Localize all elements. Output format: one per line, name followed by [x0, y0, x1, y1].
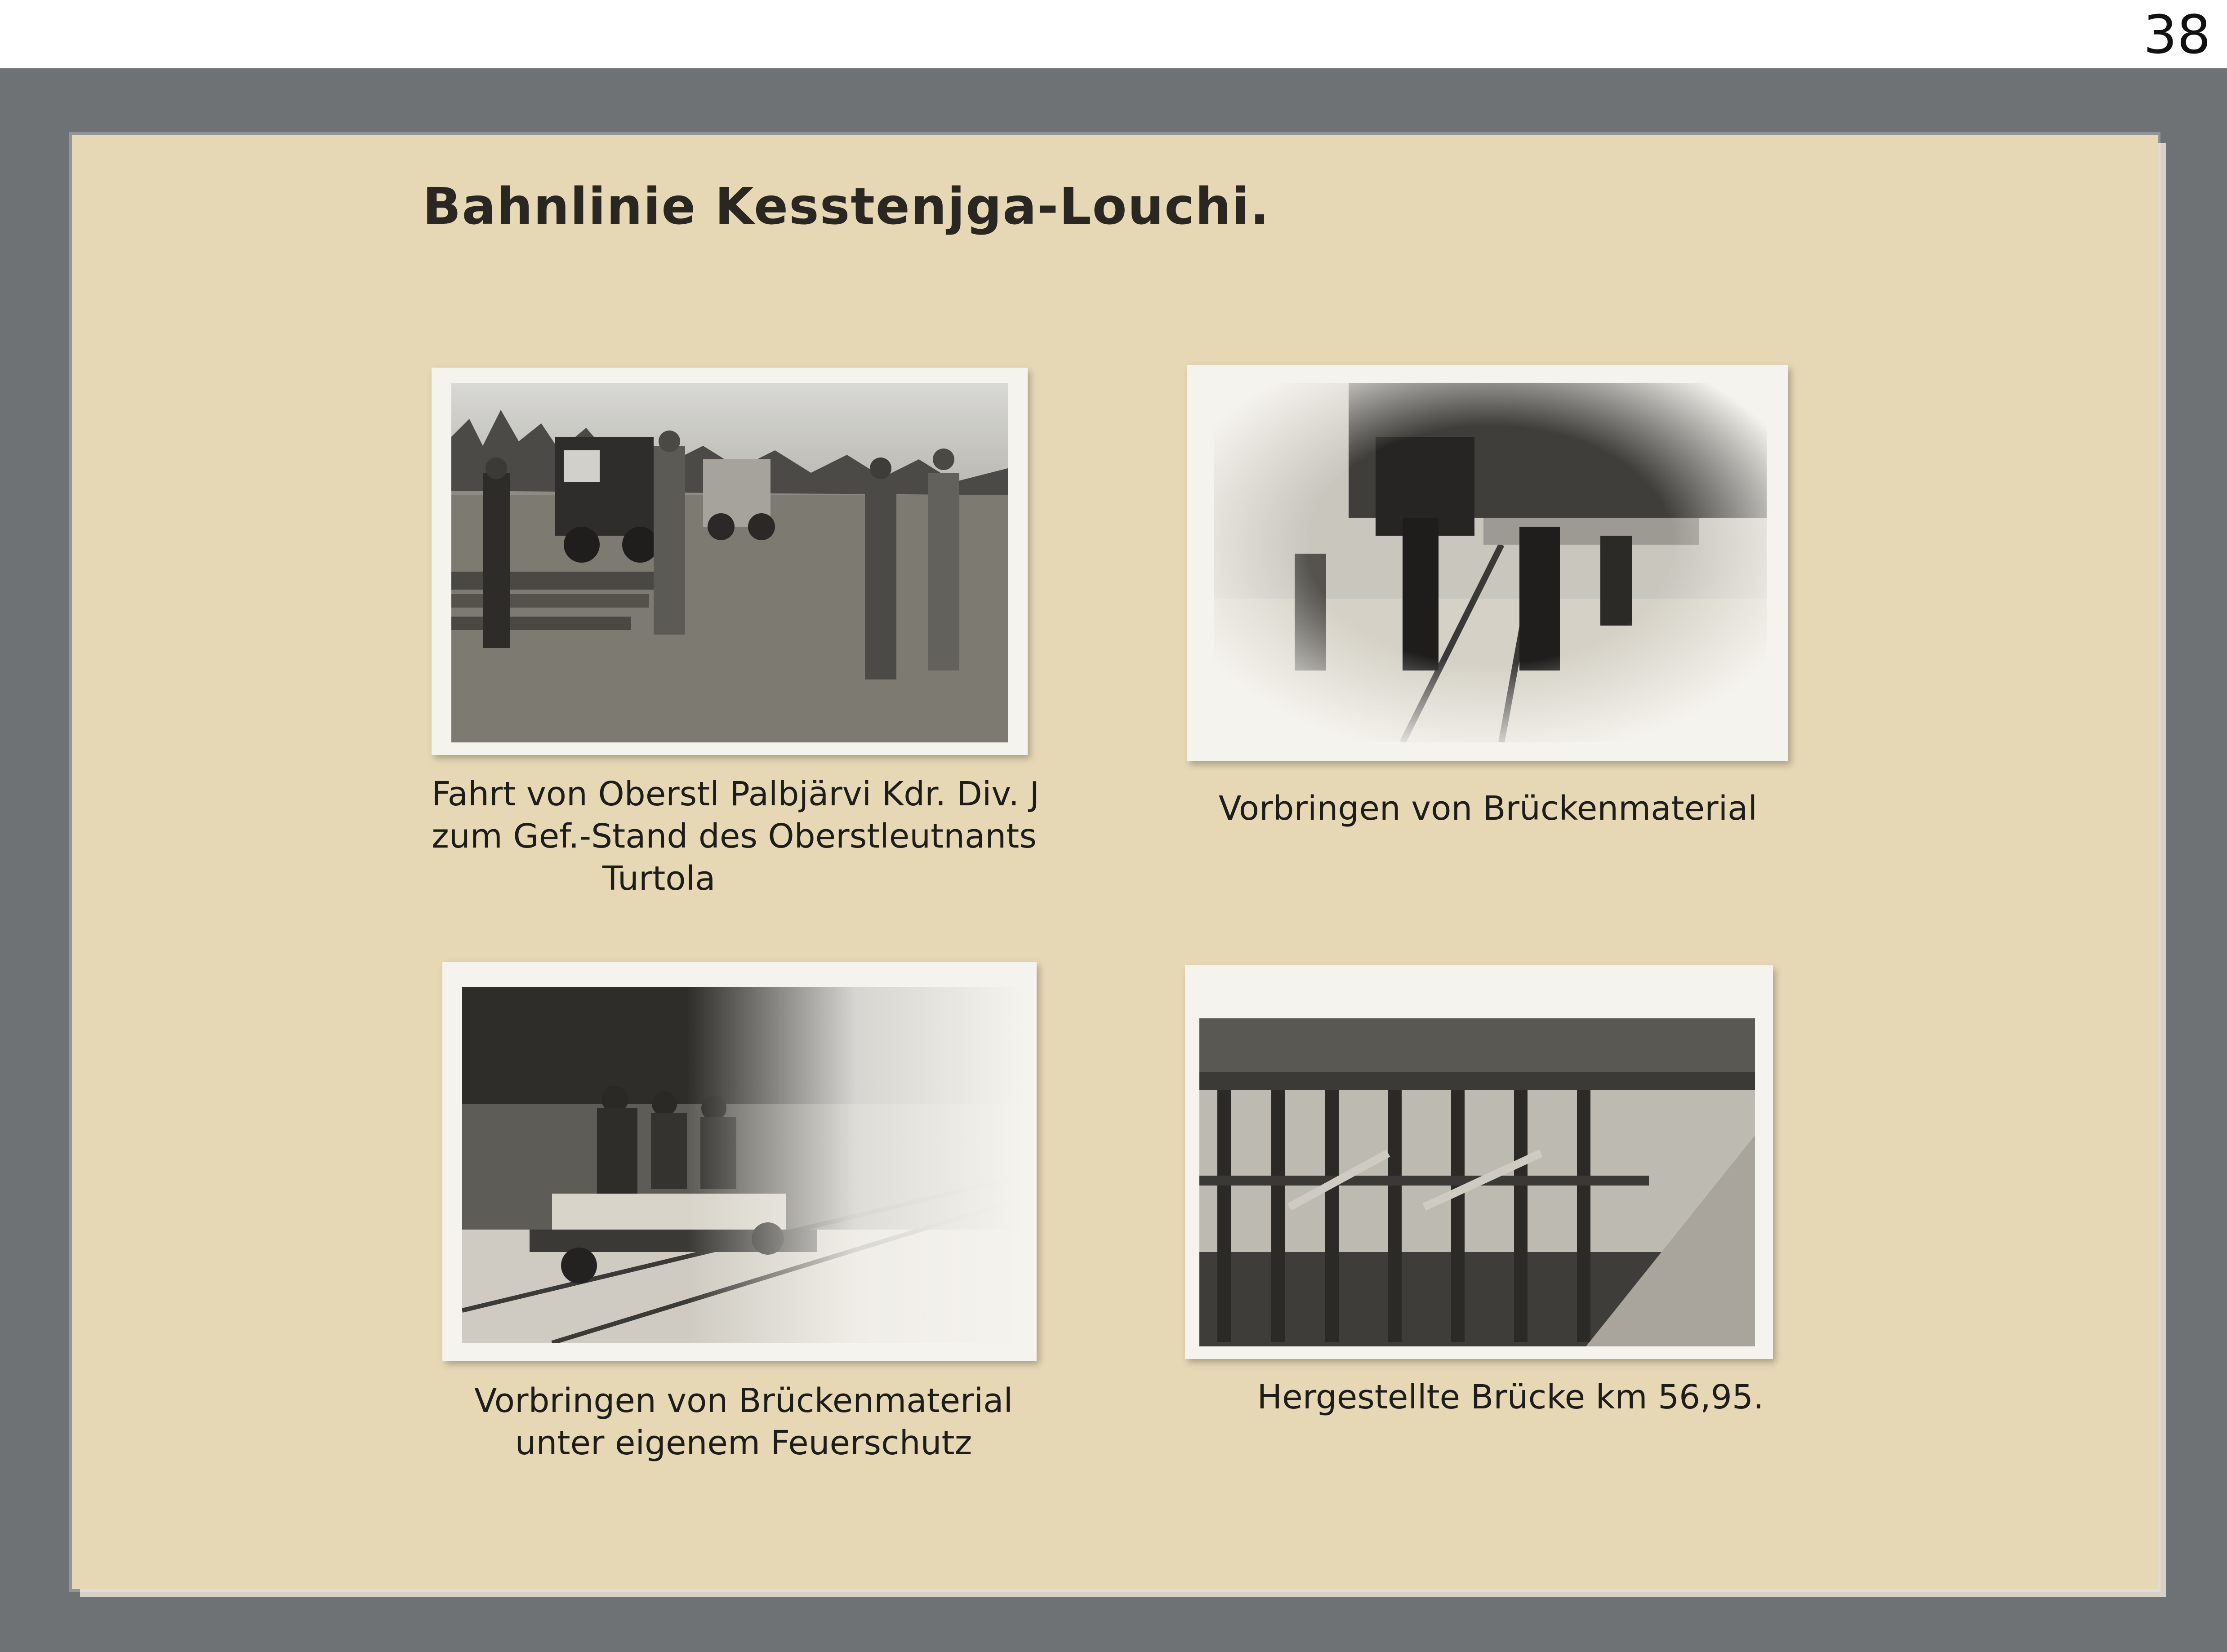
caption-photo-4: Hergestellte Brücke km 56,95. — [1257, 1378, 1764, 1417]
caption-photo-2: Vorbringen von Brückenmaterial — [1218, 789, 1758, 828]
photo-officers-vehicles — [432, 368, 1028, 755]
caption-photo-3: Vorbringen von Brückenmaterial unter eigenem Feuerschutz — [474, 1381, 1013, 1462]
photo-rail-trolley — [442, 962, 1037, 1361]
page-number: 38 — [2143, 4, 2211, 66]
caption-photo-1: Fahrt von Oberstl Palbjärvi Kdr. Div. J zum Gef.-Stand des Oberstleutnants Turtola — [432, 775, 1040, 898]
album-sheet — [72, 135, 2158, 1589]
album-title: Bahnlinie Kesstenjga-Louchi. — [423, 178, 1270, 236]
photo-repaired-bridge — [1185, 965, 1773, 1359]
photo-truck-unloading — [1187, 365, 1788, 761]
